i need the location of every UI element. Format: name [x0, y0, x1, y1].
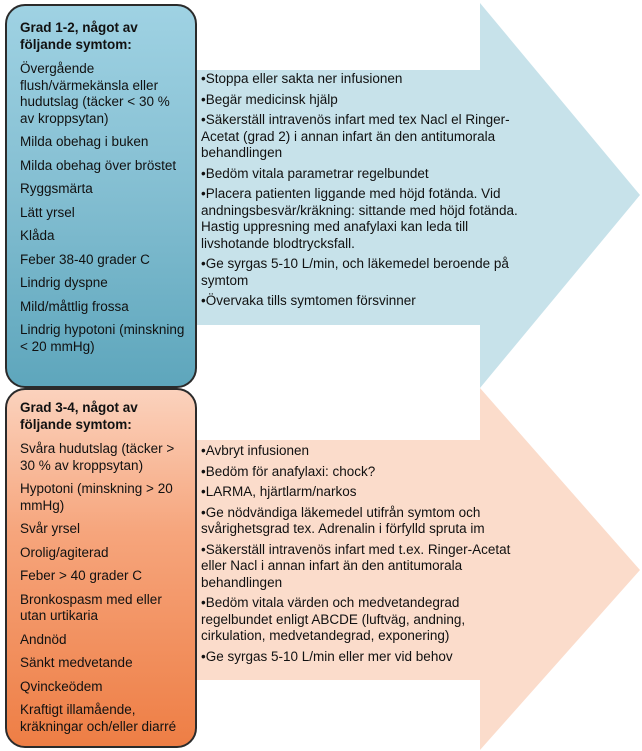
- grade34-symptom: Feber > 40 grader C: [20, 568, 142, 583]
- grade34-symptom: Orolig/agiterad: [20, 544, 109, 560]
- grade12-symptom: Mild/måttlig frossa: [20, 298, 129, 314]
- grade12-action: •Ge syrgas 5-10 L/min, och läkemedel beroende på symtom: [201, 256, 509, 288]
- grade12-action: •Stoppa eller sakta ner infusionen: [201, 71, 403, 86]
- grade34-symptom-box: [5, 388, 197, 748]
- grade12-action: •Begär medicinsk hjälp: [201, 91, 338, 107]
- grade12-action-list: [201, 71, 531, 314]
- grade34-symptom: Svår yrsel: [20, 521, 81, 536]
- grade12-symptom: Lätt yrsel: [20, 204, 75, 220]
- grade34-action: •Avbryt infusionen: [201, 443, 310, 458]
- grade34-symptom: Hypotoni (minskning > 20 mmHg): [20, 481, 173, 513]
- grade34-symptom-list: [20, 441, 185, 735]
- grade12-symptom: Ryggsmärta: [20, 181, 93, 196]
- grade34-symptom: Bronkospasm med eller utan urtikaria: [20, 591, 162, 623]
- grade34-symptom: Qvinckeödem: [20, 678, 103, 694]
- grade12-symptom: Milda obehag i buken: [20, 134, 149, 149]
- grade34-action-list: [201, 443, 521, 669]
- grade12-action: •Placera patienten liggande med höjd fotända. Vid andningsbesvär/kräkning: sittande med höjd fotända. Hastig uppresning med anafylaxi kan leda till livshotande blodtrycksfall.: [201, 186, 518, 251]
- grade34-symptom: Sänkt medvetande: [20, 655, 133, 670]
- grade34-action: •Säkerställ intravenös infart med t.ex. Ringer-Acetat eller Nacl i annan infart än den antitumorala behandlingen: [201, 541, 511, 590]
- grade12-action: •Säkerställ intravenös infart med tex Nacl el Ringer-Acetat (grad 2) i annan infart än den antitumorala behandlingen: [201, 112, 510, 160]
- grade12-symptom: Övergående flush/värmekänsla eller hudutslag (täcker < 30 % av kroppsytan): [20, 61, 170, 126]
- grade34-title: Grad 3-4, något av följande symtom:: [20, 400, 138, 432]
- grade34-action: •Ge nödvändiga läkemedel utifrån symtom och svårighetsgrad tex. Adrenalin i förfylld spruta im: [201, 504, 485, 536]
- grade12-action: •Bedöm vitala parametrar regelbundet: [201, 165, 429, 181]
- grade34-symptom: Svåra hudutslag (täcker > 30 % av kroppsytan): [20, 441, 175, 473]
- grade12-symptom-list: [20, 61, 185, 355]
- grade12-symptom: Milda obehag över bröstet: [20, 157, 177, 173]
- grade34-action: •Bedöm för anafylaxi: chock?: [201, 463, 376, 479]
- grade34-symptom: Kraftigt illamående, kräkningar och/eller diarré: [20, 702, 177, 734]
- grade12-symptom: Feber 38-40 grader C: [20, 251, 150, 267]
- grade12-symptom: Lindrig hypotoni (minskning < 20 mmHg): [20, 322, 185, 354]
- grade34-action: •Ge syrgas 5-10 L/min eller mer vid behov: [201, 648, 453, 664]
- grade12-symptom: Lindrig dyspne: [20, 275, 108, 290]
- grade34-symptom: Andnöd: [20, 631, 67, 647]
- grade12-title: Grad 1-2, något av följande symtom:: [20, 20, 138, 52]
- grade34-action: •Bedöm vitala värden och medvetandegrad regelbundet enligt ABCDE (luftväg, andning, cirkulation, medvetandegrad, exponering): [201, 595, 466, 643]
- grade34-action: •LARMA, hjärtlarm/narkos: [201, 484, 357, 499]
- grade12-symptom-box: [5, 4, 197, 388]
- grade12-symptom: Klåda: [20, 228, 55, 243]
- grade12-action: •Övervaka tills symtomen försvinner: [201, 293, 416, 308]
